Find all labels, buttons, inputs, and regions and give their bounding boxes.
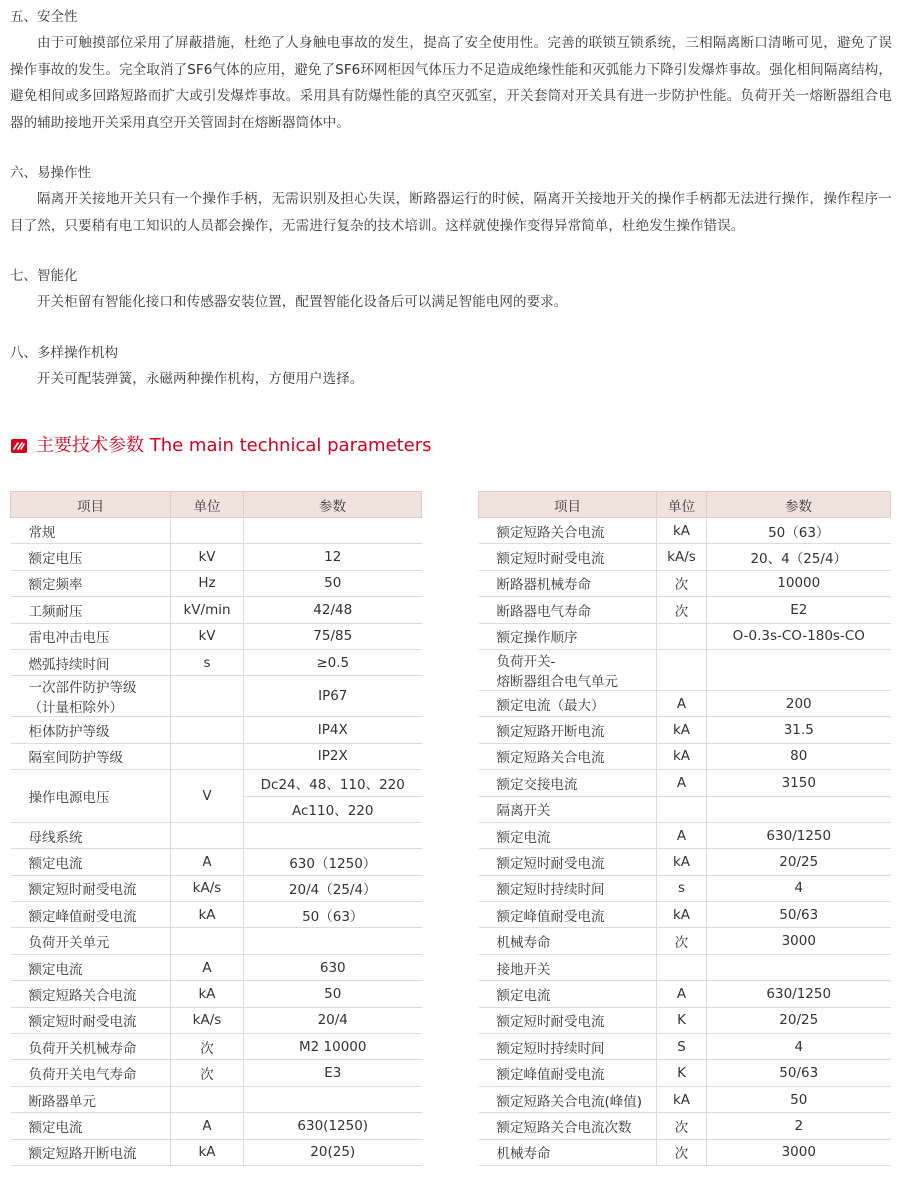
cell-item: 额定短时耐受电流	[11, 875, 171, 901]
cell-value: 75/85	[244, 623, 422, 649]
section-paragraph: 由于可触摸部位采用了屏蔽措施，杜绝了人身触电事故的发生，提高了安全使用性。完善的联锁互锁系统，三相隔离断口清晰可见，避免了误操作事故的发生。完全取消了SF6气体的应用，避免了SF6环网柜因气体压力不足造成绝缘性能和灭弧能力下降引发爆炸事故。强化相间隔离结构，避免相间或多回路短路而扩大或引发爆炸事故。采用具有防爆性能的真空灭弧室，开关套筒对开关具有进一步防护性能。负荷开关一熔断器组合电器的辅助接地开关采用真空开关管固封在熔断器筒体中。	[10, 35, 892, 131]
cell-item: 额定电压	[11, 544, 171, 570]
cell-item: 负荷开关机械寿命	[11, 1034, 171, 1060]
cell-value	[244, 928, 422, 954]
cell-line: 熔断器组合电气单元	[496, 673, 618, 690]
column-header-item: 项目	[479, 492, 657, 518]
table-header-row	[479, 492, 891, 518]
cell-value: 200	[707, 690, 891, 716]
cell-item: 额定短时耐受电流	[479, 1007, 657, 1033]
parameters-heading	[10, 432, 432, 460]
cell-unit: 次	[171, 1034, 244, 1060]
cell-item: 额定短时耐受电流	[479, 849, 657, 875]
cell-value	[244, 822, 422, 848]
table-row	[479, 902, 891, 928]
cell-item: 燃弧持续时间	[11, 649, 171, 675]
table-row	[479, 518, 891, 544]
cell-line: 一次部件防护等级	[28, 680, 137, 697]
cell-unit: S	[657, 1034, 707, 1060]
cell-item: 额定短路开断电流	[11, 1139, 171, 1165]
cell-item: 额定电流	[11, 849, 171, 875]
cell-item: 额定电流	[11, 1113, 171, 1139]
cell-item: 额定短路关合电流次数	[479, 1113, 657, 1139]
cell-unit: 次	[657, 1113, 707, 1139]
cell-item: 额定短路开断电流	[479, 717, 657, 743]
cell-unit: A	[657, 690, 707, 716]
table-header-row	[11, 492, 422, 518]
cell-value: 80	[707, 743, 891, 769]
cell-unit	[657, 649, 707, 690]
cell-item: 额定操作顺序	[479, 623, 657, 649]
table-row	[479, 597, 891, 623]
cell-value: 3150	[707, 770, 891, 796]
column-header-value: 参数	[244, 492, 422, 518]
cell-unit	[171, 743, 244, 769]
cell-value	[707, 649, 891, 690]
cell-unit: kA	[171, 1139, 244, 1165]
cell-unit: kV	[171, 544, 244, 570]
table-row	[479, 1060, 891, 1086]
cell-unit: kA	[171, 902, 244, 928]
cell-value: 20(25)	[244, 1139, 422, 1165]
cell-item	[479, 649, 657, 690]
cell-unit: kA	[657, 518, 707, 544]
cell-unit: kV	[171, 623, 244, 649]
cell-value: IP2X	[244, 743, 422, 769]
cell-unit	[657, 954, 707, 980]
table-row	[479, 1034, 891, 1060]
section-operating-mechanisms	[10, 340, 892, 393]
cell-unit	[171, 928, 244, 954]
table-row	[479, 796, 891, 822]
cell-item: 常规	[11, 518, 171, 544]
table-row	[11, 597, 422, 623]
cell-unit: A	[171, 849, 244, 875]
table-row	[11, 518, 422, 544]
cell-unit: 次	[657, 570, 707, 596]
cell-item: 额定频率	[11, 570, 171, 596]
table-row	[11, 1034, 422, 1060]
table-row	[11, 770, 422, 796]
section-title: 七、智能化	[10, 268, 78, 284]
cell-unit: kA	[657, 1086, 707, 1112]
section-title: 五、安全性	[10, 9, 78, 25]
cell-item: 操作电源电压	[11, 770, 171, 823]
table-row	[11, 981, 422, 1007]
cell-value: 31.5	[707, 717, 891, 743]
section-safety	[10, 4, 892, 136]
table-row	[11, 743, 422, 769]
cell-value: 20/25	[707, 849, 891, 875]
column-header-item: 项目	[11, 492, 171, 518]
cell-unit: K	[657, 1007, 707, 1033]
table-row	[479, 954, 891, 980]
cell-unit: 次	[657, 928, 707, 954]
cell-value: 4	[707, 1034, 891, 1060]
cell-unit: kA	[171, 981, 244, 1007]
table-row	[11, 822, 422, 848]
cell-value: 630/1250	[707, 981, 891, 1007]
table-row	[479, 623, 891, 649]
cell-value	[244, 518, 422, 544]
section-intelligence	[10, 263, 892, 316]
cell-value: 12	[244, 544, 422, 570]
section-title: 八、多样操作机构	[10, 344, 118, 361]
cell-item: 额定电流	[479, 822, 657, 848]
cell-value	[707, 796, 891, 822]
cell-value: 2	[707, 1113, 891, 1139]
table-row	[11, 649, 422, 675]
cell-unit	[171, 822, 244, 848]
table-row	[479, 875, 891, 901]
cell-item: 接地开关	[479, 954, 657, 980]
cell-value: 3000	[707, 928, 891, 954]
column-header-value: 参数	[707, 492, 891, 518]
cell-value: 50	[244, 981, 422, 1007]
table-row	[11, 623, 422, 649]
table-row	[479, 743, 891, 769]
cell-item: 断路器单元	[11, 1086, 171, 1112]
cell-item: 额定短路关合电流(峰值)	[479, 1086, 657, 1112]
cell-unit	[657, 623, 707, 649]
cell-value: 50/63	[707, 902, 891, 928]
column-header-unit: 单位	[171, 492, 244, 518]
cell-value: IP67	[244, 676, 422, 717]
table-row	[11, 570, 422, 596]
table-row	[479, 1086, 891, 1112]
cell-value: 50（63）	[707, 518, 891, 544]
section-paragraph: 开关柜留有智能化接口和传感器安装位置，配置智能化设备后可以满足智能电网的要求。	[37, 294, 568, 310]
cell-item: 负荷开关电气寿命	[11, 1060, 171, 1086]
cell-item: 额定交接电流	[479, 770, 657, 796]
section-ease-of-operation	[10, 160, 892, 239]
cell-item: 额定短路关合电流	[479, 518, 657, 544]
cell-unit: s	[171, 649, 244, 675]
cell-item: 额定短时耐受电流	[11, 1007, 171, 1033]
cell-item: 机械寿命	[479, 1139, 657, 1165]
table-row	[11, 717, 422, 743]
cell-unit: A	[171, 954, 244, 980]
section-paragraph: 隔离开关接地开关只有一个操作手柄，无需识别及担心失误，断路器运行的时候，隔离开关接地开关的操作手柄都无法进行操作，操作程序一目了然，只要稍有电工知识的人员都会操作，无需进行复杂的技术培训。这样就使操作变得异常简单，杜绝发生操作错误。	[10, 191, 892, 234]
cell-item: 额定短时持续时间	[479, 1034, 657, 1060]
cell-value: ≥0.5	[244, 649, 422, 675]
column-header-unit: 单位	[657, 492, 707, 518]
cell-line: 负荷开关-	[496, 653, 556, 670]
cell-item: 额定峰值耐受电流	[479, 902, 657, 928]
cell-unit: kA	[657, 717, 707, 743]
cell-item	[11, 676, 171, 717]
cell-item: 额定峰值耐受电流	[479, 1060, 657, 1086]
cell-value: 20/4	[244, 1007, 422, 1033]
table-row	[479, 544, 891, 570]
section-title: 六、易操作性	[10, 165, 91, 181]
cell-item: 额定电流	[479, 981, 657, 1007]
table-row	[11, 1086, 422, 1112]
cell-unit	[657, 796, 707, 822]
cell-item: 额定短路关合电流	[479, 743, 657, 769]
table-row	[11, 1139, 422, 1165]
cell-value: IP4X	[244, 717, 422, 743]
cell-value: M2 10000	[244, 1034, 422, 1060]
cell-item: 机械寿命	[479, 928, 657, 954]
cell-value: E3	[244, 1060, 422, 1086]
table-row	[479, 928, 891, 954]
cell-value: 20/25	[707, 1007, 891, 1033]
cell-value: 630(1250)	[244, 1113, 422, 1139]
cell-value: 4	[707, 875, 891, 901]
cell-item: 工频耐压	[11, 597, 171, 623]
cell-value: 630	[244, 954, 422, 980]
cell-unit: 次	[657, 1139, 707, 1165]
cell-item: 隔离开关	[479, 796, 657, 822]
cell-item: 额定电流（最大）	[479, 690, 657, 716]
table-row	[479, 690, 891, 716]
cell-value: Dc24、48、110、220	[244, 770, 422, 796]
cell-item: 额定峰值耐受电流	[11, 902, 171, 928]
table-row	[11, 849, 422, 875]
cell-unit: kA	[657, 902, 707, 928]
table-row	[479, 822, 891, 848]
cell-value: E2	[707, 597, 891, 623]
cell-value: 20/4（25/4）	[244, 875, 422, 901]
cell-unit: kA/s	[657, 544, 707, 570]
cell-value: 42/48	[244, 597, 422, 623]
table-row	[11, 1007, 422, 1033]
table-row	[11, 902, 422, 928]
table-row	[479, 1007, 891, 1033]
cell-item: 额定短路关合电流	[11, 981, 171, 1007]
cell-value: 10000	[707, 570, 891, 596]
cell-value: O-0.3s-CO-180s-CO	[707, 623, 891, 649]
cell-unit	[171, 518, 244, 544]
table-row	[11, 1113, 422, 1139]
cell-item: 柜体防护等级	[11, 717, 171, 743]
parameters-table-right	[478, 491, 891, 1166]
cell-value: 50（63）	[244, 902, 422, 928]
cell-value	[707, 954, 891, 980]
cell-unit: kA	[657, 849, 707, 875]
brand-logo-icon	[10, 437, 28, 455]
section-paragraph: 开关可配装弹簧，永磁两种操作机构，方便用户选择。	[37, 370, 364, 387]
cell-unit: kA/s	[171, 875, 244, 901]
table-row	[11, 1060, 422, 1086]
parameters-table-left	[10, 491, 422, 1166]
table-row	[479, 981, 891, 1007]
cell-value: 630（1250）	[244, 849, 422, 875]
cell-value: 50/63	[707, 1060, 891, 1086]
table-row	[11, 875, 422, 901]
table-row	[11, 954, 422, 980]
cell-value: 20、4（25/4）	[707, 544, 891, 570]
cell-unit: kV/min	[171, 597, 244, 623]
table-row	[11, 928, 422, 954]
cell-item: 隔室间防护等级	[11, 743, 171, 769]
cell-unit	[171, 1086, 244, 1112]
feature-sections	[10, 4, 892, 416]
cell-unit: kA/s	[171, 1007, 244, 1033]
cell-value: 630/1250	[707, 822, 891, 848]
table-row	[479, 717, 891, 743]
cell-unit: A	[657, 981, 707, 1007]
cell-value: 50	[244, 570, 422, 596]
cell-item: 母线系统	[11, 822, 171, 848]
cell-item: 额定短时持续时间	[479, 875, 657, 901]
parameters-title: 主要技术参数 The main technical parameters	[36, 435, 432, 456]
cell-item: 断路器电气寿命	[479, 597, 657, 623]
cell-value: 3000	[707, 1139, 891, 1165]
cell-item: 额定短时耐受电流	[479, 544, 657, 570]
cell-unit: A	[657, 822, 707, 848]
cell-unit: 次	[657, 597, 707, 623]
cell-value: 50	[707, 1086, 891, 1112]
cell-value: Ac110、220	[244, 796, 422, 822]
cell-unit: K	[657, 1060, 707, 1086]
cell-unit: A	[171, 1113, 244, 1139]
cell-value	[244, 1086, 422, 1112]
table-row	[479, 1139, 891, 1165]
cell-unit: s	[657, 875, 707, 901]
cell-item: 负荷开关单元	[11, 928, 171, 954]
cell-unit: kA	[657, 743, 707, 769]
table-row	[479, 570, 891, 596]
table-row	[479, 770, 891, 796]
cell-unit	[171, 676, 244, 717]
cell-unit: A	[657, 770, 707, 796]
table-row	[11, 544, 422, 570]
table-row	[479, 849, 891, 875]
cell-unit: V	[171, 770, 244, 823]
cell-line: （计量柜除外）	[28, 700, 123, 717]
cell-unit	[171, 717, 244, 743]
cell-item: 断路器机械寿命	[479, 570, 657, 596]
cell-item: 额定电流	[11, 954, 171, 980]
cell-unit: Hz	[171, 570, 244, 596]
table-row	[479, 1113, 891, 1139]
cell-item: 雷电冲击电压	[11, 623, 171, 649]
cell-unit: 次	[171, 1060, 244, 1086]
